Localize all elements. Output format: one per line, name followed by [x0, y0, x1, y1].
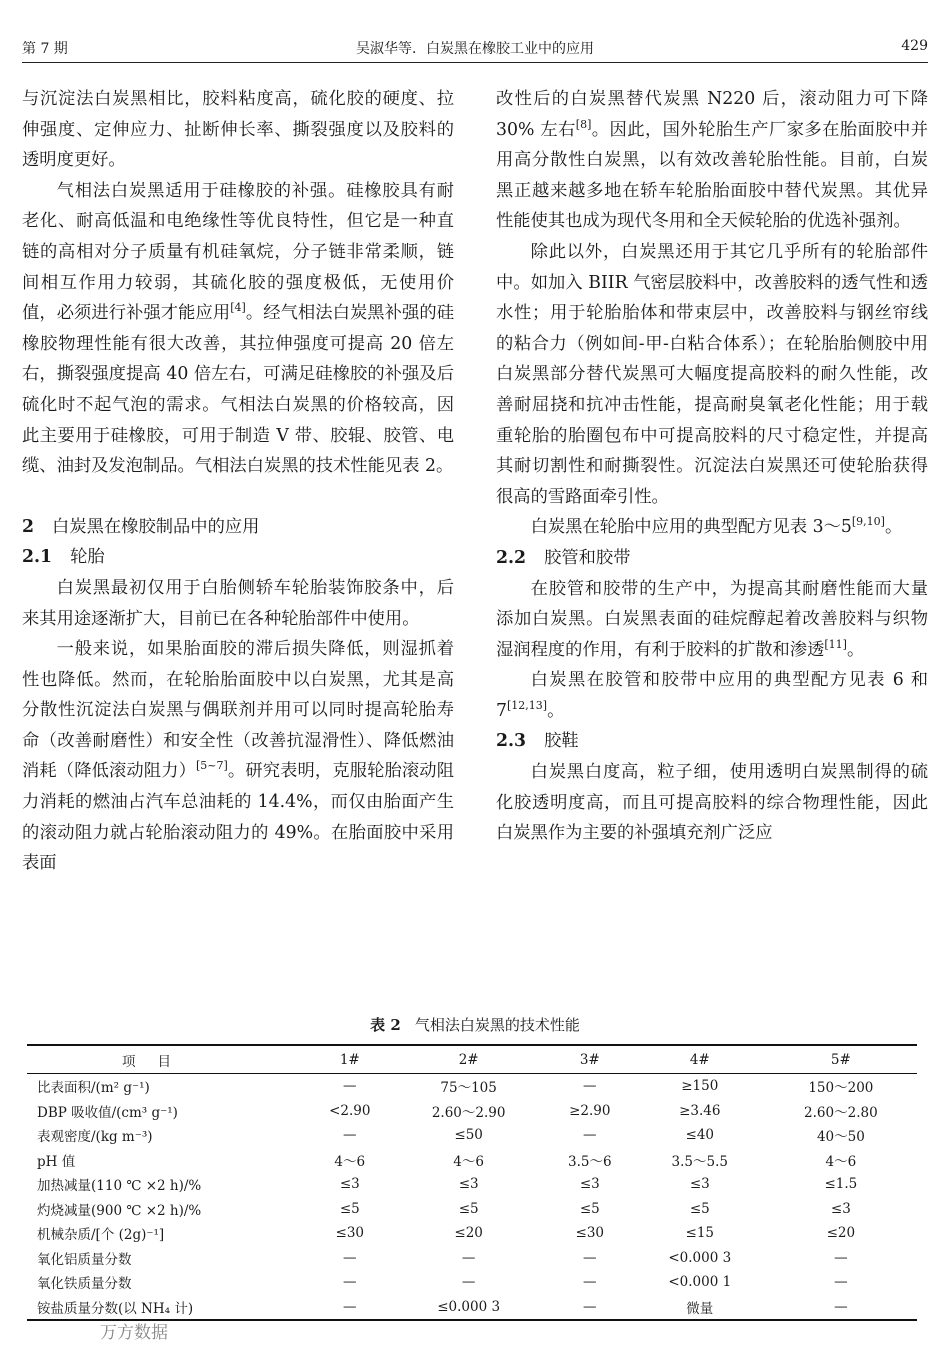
row-label: 铵盐质量分数(以 NH₄ 计): [37, 1300, 194, 1317]
table-cell: 2.60～2.80: [804, 1104, 878, 1121]
table-cell: 4～6: [825, 1153, 857, 1170]
table-row: [27, 1295, 917, 1321]
column-header-item: 项目: [122, 1053, 193, 1070]
table-cell: —: [461, 1274, 476, 1291]
table-cell: ≤3: [830, 1200, 851, 1217]
citation[interactable]: [8]: [575, 117, 592, 131]
table-cell: —: [583, 1249, 597, 1266]
table-cell: 2.60～2.90: [431, 1104, 506, 1121]
table-title: 气相法白炭黑的技术性能: [414, 1016, 580, 1034]
table-cell: 150～200: [808, 1080, 874, 1097]
row-label: 比表面积/(m² g⁻¹): [37, 1080, 150, 1097]
table-cell: —: [343, 1298, 357, 1315]
section-heading: 2 白炭黑在橡胶制品中的应用: [22, 516, 260, 537]
table-row: [27, 1246, 917, 1271]
table-cell: 4～6: [453, 1153, 484, 1170]
subsection-heading: 2.3 胶鞋: [496, 731, 579, 752]
row-label: DBP 吸收值/(cm³ g⁻¹): [37, 1104, 178, 1121]
table-label: 表 2: [370, 1016, 401, 1034]
table-caption: [0, 1014, 950, 1035]
table-cell: ≤50: [454, 1127, 483, 1144]
table-cell: —: [343, 1249, 357, 1266]
table-cell: ≥3.46: [679, 1102, 721, 1119]
table-cell: ≤5: [458, 1200, 479, 1217]
row-label: 氧化铝质量分数: [37, 1251, 132, 1268]
table-cell: ≤1.5: [824, 1176, 858, 1193]
running-header: [22, 36, 928, 63]
column-header: 4#: [689, 1051, 710, 1068]
table-cell: —: [583, 1127, 597, 1144]
subsection-heading: 2.1 轮胎: [22, 547, 105, 568]
table-cell: 3.5～6: [568, 1153, 612, 1170]
row-label: 灼烧减量(900 ℃ ×2 h)/%: [37, 1202, 202, 1219]
table-cell: ≤5: [689, 1200, 710, 1217]
table-cell: —: [583, 1298, 597, 1315]
table-row: [27, 1172, 917, 1197]
table-cell: —: [343, 1078, 357, 1095]
table-cell: 微量: [686, 1300, 714, 1317]
paragraph: 白炭黑在轮胎中应用的典型配方见表 3～5[9,10]。: [530, 515, 903, 538]
citation[interactable]: [5~7]: [196, 759, 228, 773]
table-cell: —: [834, 1298, 848, 1315]
table-cell: 4～6: [334, 1153, 366, 1170]
paragraph: 白炭黑最初仅用于白胎侧轿车轮胎装饰胶条中，后来其用途逐渐扩大，目前已在各种轮胎部件中使用。: [22, 577, 454, 629]
watermark: 万方数据: [100, 1323, 168, 1343]
table-cell: <2.90: [329, 1102, 371, 1119]
table-cell: ≤20: [454, 1225, 483, 1242]
row-label: 氧化铁质量分数: [37, 1276, 132, 1293]
table-cell: ≤3: [339, 1176, 360, 1193]
table-cell: ≤5: [339, 1200, 360, 1217]
paragraph: 气相法白炭黑适用于硅橡胶的补强。硅橡胶具有耐老化、耐高低温和电绝缘性等优良特性，但它是一种直链的高相对分子质量有机硅氧烷，分子链非常柔顺，链间相互作用力较弱，其硫化胶的强度极低，无使用价值，必须进行补强才能应用[4]。经气相法白炭黑补强的硅橡胶物理性能有很大改善，其拉伸强度可提高 20 倍左右，撕裂强度提高 40 倍左右，可满足硅橡胶的补强及后硫化时不起气泡的需求。气相法白炭黑的价格较高，因此主要用于硅橡胶，可用于制造 V 带、胶辊、胶管、电缆、油封及发泡制品。气相法白炭黑的技术性能见表 2。: [22, 180, 454, 477]
row-label: 表观密度/(kg m⁻³): [37, 1129, 153, 1146]
column-header: 1#: [339, 1051, 360, 1068]
page-number: 429: [901, 38, 928, 54]
table-row: [27, 1148, 917, 1173]
table-cell: 40～50: [816, 1129, 865, 1146]
table-cell: ≤30: [575, 1225, 605, 1242]
table-cell: <0.000 1: [668, 1274, 732, 1291]
table-row: [27, 1197, 917, 1222]
table-cell: ≤3: [689, 1176, 710, 1193]
paragraph: 白炭黑在胶管和胶带中应用的典型配方见表 6 和 7[12,13]。: [496, 670, 928, 721]
table-row: [27, 1221, 917, 1246]
table-row: [27, 1123, 917, 1148]
table-cell: ≤40: [685, 1127, 715, 1144]
citation[interactable]: [11]: [824, 637, 847, 651]
table-row: [27, 1099, 917, 1124]
running-title: 吴淑华等．白炭黑在橡胶工业中的应用: [356, 41, 594, 57]
technical-properties-table: [27, 1044, 917, 1321]
table-cell: <0.000 3: [668, 1249, 732, 1266]
row-label: pH 值: [37, 1153, 76, 1170]
paragraph: 与沉淀法白炭黑相比，胶料粘度高，硫化胶的硬度、拉伸强度、定伸应力、扯断伸长率、撕裂强度以及胶料的透明度更好。: [22, 89, 454, 171]
table-cell: —: [343, 1274, 357, 1291]
table-cell: ≤3: [458, 1176, 479, 1193]
table-cell: —: [343, 1127, 357, 1144]
table-cell: ≤3: [579, 1176, 600, 1193]
subsection-heading: 2.2 胶管和胶带: [496, 547, 631, 568]
table-cell: ≤0.000 3: [437, 1298, 501, 1315]
left-column: [22, 84, 454, 879]
column-header: 2#: [458, 1051, 479, 1068]
table-row: [27, 1270, 917, 1295]
table-cell: 75～105: [440, 1080, 497, 1097]
paragraph: 改性后的白炭黑替代炭黑 N220 后，滚动阻力可下降 30% 左右[8]。因此，国外轮胎生产厂家多在胎面胶中并用高分散性白炭黑，以有效改善轮胎性能。目前，白炭黑正越来越多地在轿车轮胎胎面胶中替代炭黑。其优异性能使其也成为现代冬用和全天候轮胎的优选补强剂。: [496, 89, 928, 232]
table-cell: ≤30: [335, 1225, 365, 1242]
column-header: 5#: [830, 1051, 851, 1068]
table-header-row: [27, 1045, 917, 1074]
paragraph: 在胶管和胶带的生产中，为提高其耐磨性能而大量添加白炭黑。白炭黑表面的硅烷醇起着改善胶料与织物湿润程度的作用，有利于胶料的扩散和渗透[11]。: [496, 578, 928, 660]
citation[interactable]: [4]: [230, 301, 246, 315]
citation[interactable]: [12,13]: [507, 698, 548, 712]
table-cell: ≤20: [826, 1225, 856, 1242]
issue-number: 第 7 期: [22, 41, 68, 57]
citation[interactable]: [9,10]: [851, 515, 885, 529]
row-label: 机械杂质/[个 (2g)⁻¹]: [37, 1227, 165, 1244]
table-cell: 3.5～5.5: [671, 1153, 728, 1170]
column-header: 3#: [579, 1051, 600, 1068]
row-label: 加热减量(110 ℃ ×2 h)/%: [37, 1178, 202, 1195]
table-cell: —: [834, 1249, 848, 1266]
table-cell: —: [834, 1274, 848, 1291]
paragraph: 白炭黑白度高，粒子细，使用透明白炭黑制得的硫化胶透明度高，而且可提高胶料的综合物理性能，因此白炭黑作为主要的补强填充剂广泛应: [496, 762, 928, 844]
right-column: [496, 84, 928, 849]
table-cell: —: [583, 1274, 597, 1291]
paragraph: 除此以外，白炭黑还用于其它几乎所有的轮胎部件中。如加入 BIIR 气密层胶料中，改善胶料的透气性和透水性；用于轮胎胎体和带束层中，改善胶料与钢丝帘线的粘合力（例如间-甲-白粘合体系）；在轮胎胎侧胶中用白炭黑部分替代炭黑可大幅度提高胶料的耐久性能，改善耐屈挠和抗冲击性能，提高耐臭氧老化性能；用于载重轮胎的胎圈包布中可提高胶料的尺寸稳定性，并提高其耐切割性和耐撕裂性。沉淀法白炭黑还可使轮胎获得很高的雪路面牵引性。: [496, 241, 928, 507]
table-cell: ≥2.90: [569, 1102, 611, 1119]
table-cell: ≥150: [681, 1078, 719, 1095]
table-row: [27, 1074, 917, 1099]
paragraph: 一般来说，如果胎面胶的滞后损失降低，则湿抓着性也降低。然而，在轮胎胎面胶中以白炭黑，尤其是高分散性沉淀法白炭黑与偶联剂并用可以同时提高轮胎寿命（改善耐磨性）和安全性（改善抗湿滑性）、降低燃油消耗（降低滚动阻力）[5~7]。研究表明，克服轮胎滚动阻力消耗的燃油占汽车总油耗的 14.4%，而仅由胎面产生的滚动阻力就占轮胎滚动阻力的 49%。在胎面胶中采用表面: [22, 639, 454, 874]
table-cell: —: [461, 1249, 476, 1266]
table-cell: —: [583, 1078, 597, 1095]
table-cell: ≤15: [685, 1225, 715, 1242]
table-cell: ≤5: [579, 1200, 600, 1217]
